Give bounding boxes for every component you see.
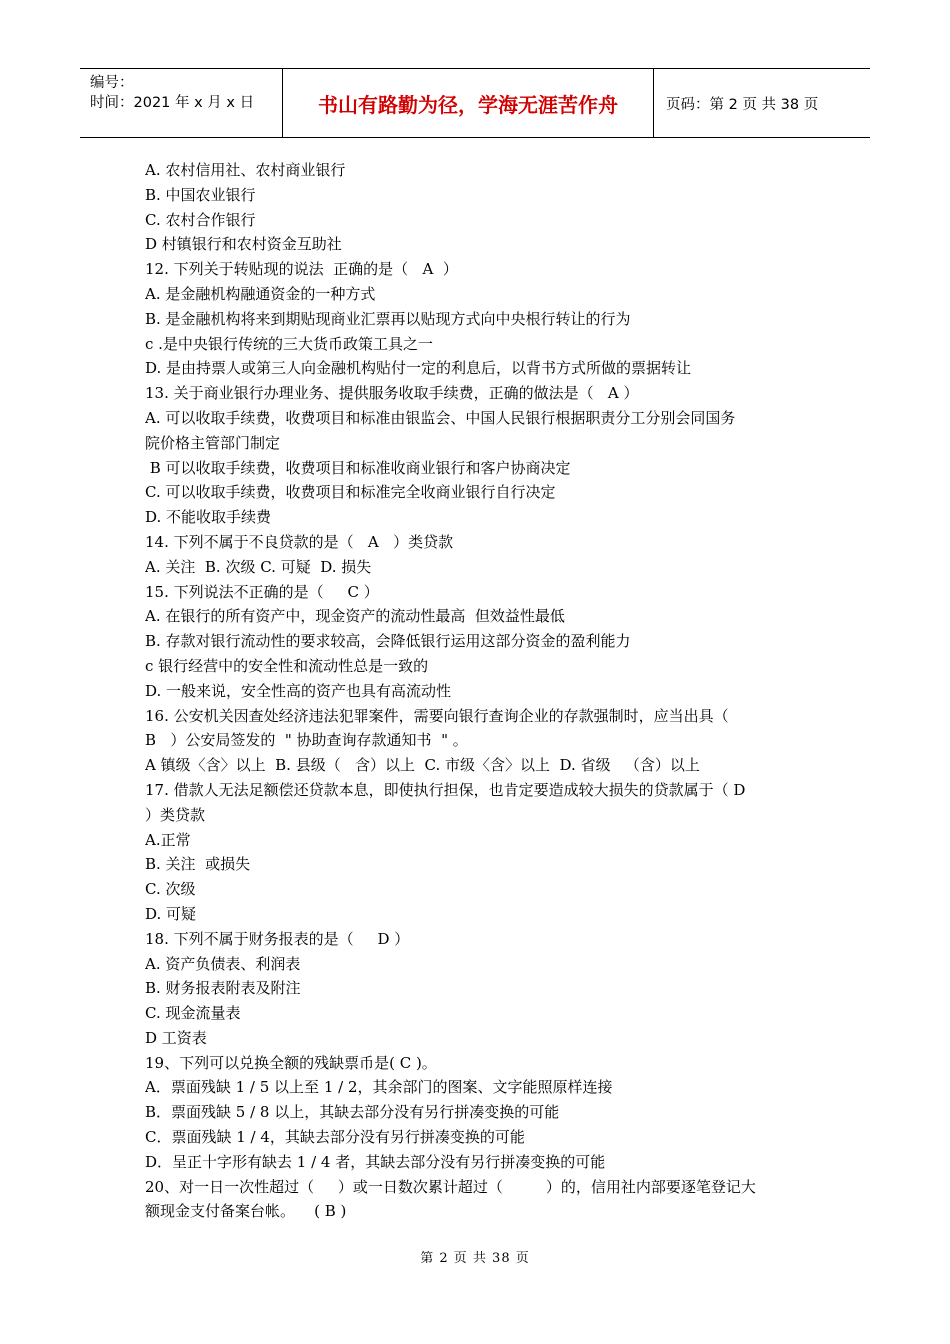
text-line: C. 农村合作银行 <box>145 210 256 229</box>
text-line: 18. 下列不属于财务报表的是（ D ） <box>145 929 410 948</box>
text-line: ）类贷款 <box>145 805 206 824</box>
page-header <box>80 68 870 138</box>
text-line: D．呈正十字形有缺去 1 / 4 者，其缺去部分没有另行拼凑变换的可能 <box>145 1152 606 1171</box>
document-body <box>145 158 810 1224</box>
text-line: D. 不能收取手续费 <box>145 508 272 527</box>
text-line: B．票面残缺 5 / 8 以上，其缺去部分没有另行拼凑变换的可能 <box>145 1103 560 1122</box>
header-motto: 书山有路勤为径，学海无涯苦作舟 <box>282 69 654 137</box>
text-line: c 银行经营中的安全性和流动性总是一致的 <box>145 656 429 675</box>
text-line: 15. 下列说法不正确的是（ C ） <box>145 582 379 601</box>
text-line: A. 可以收取手续费，收费项目和标准由银监会、中国人民银行根据职责分工分别会同国务 <box>145 408 736 427</box>
text-line: A．票面残缺 1 / 5 以上至 1 / 2，其余部门的图案、文字能照原样连接 <box>145 1078 613 1097</box>
text-line: B 可以收取手续费，收费项目和标准收商业银行和客户协商决定 <box>145 458 571 477</box>
text-line: 16. 公安机关因查处经济违法犯罪案件，需要向银行查询企业的存款强制时，应当出具（ <box>145 706 729 725</box>
text-line: B. 是金融机构将来到期贴现商业汇票再以贴现方式向中央根行转让的行为 <box>145 309 631 328</box>
text-line: A. 资产负债表、利润表 <box>145 954 301 973</box>
text-line: 17. 借款人无法足额偿还贷款本息，即使执行担保，也肯定要造成较大损失的贷款属于（ D <box>145 780 746 799</box>
text-line: A. 农村信用社、农村商业银行 <box>145 161 346 179</box>
text-line: C. 现金流量表 <box>145 1004 241 1023</box>
header-page-number: 页码：第 2 页 共 38 页 <box>666 96 819 113</box>
text-line: A.正常 <box>145 830 191 849</box>
document-date-label: 时间：2021 年 x 月 x 日 <box>90 95 255 111</box>
text-line: 额现金支付备案台帐。 ( B ) <box>145 1202 347 1221</box>
text-line: C. 可以收取手续费，收费项目和标准完全收商业银行自行决定 <box>145 483 556 502</box>
page-footer: 第 2 页 共 38 页 <box>420 1251 530 1266</box>
text-line: B. 中国农业银行 <box>145 185 256 204</box>
text-line: D 村镇银行和农村资金互助社 <box>145 235 342 254</box>
text-line: 19、下列可以兑换全额的残缺票币是( C )。 <box>145 1053 437 1072</box>
text-line: D 工资表 <box>145 1028 207 1047</box>
text-line: 14. 下列不属于不良贷款的是（ A ）类贷款 <box>145 532 454 551</box>
text-line: A. 是金融机构融通资金的一种方式 <box>145 284 376 303</box>
document-number-label: 编号： <box>90 75 134 91</box>
text-line: D. 可疑 <box>145 904 197 923</box>
text-line: D. 是由持票人或第三人向金融机构贴付一定的利息后，以背书方式所做的票据转让 <box>145 359 692 378</box>
text-line: A 镇级〈含〉以上 B. 县级（ 含）以上 C. 市级〈含〉以上 D. 省级 （含）以上 <box>145 756 700 775</box>
text-line: B. 财务报表附表及附注 <box>145 979 301 998</box>
text-line: C．票面残缺 1 / 4，其缺去部分没有另行拼凑变换的可能 <box>145 1128 525 1147</box>
text-line: C. 次级 <box>145 880 196 899</box>
text-line: B ）公安局签发的 " 协助查询存款通知书 " 。 <box>145 731 468 750</box>
text-line: 20、对一日一次性超过（ ）或一日数次累计超过（ ）的，信用社内部要逐笔登记大 <box>145 1177 756 1196</box>
text-line: 13. 关于商业银行办理业务、提供服务收取手续费，正确的做法是（ A ） <box>145 384 639 403</box>
text-line: B. 关注 或损失 <box>145 855 251 874</box>
text-line: B. 存款对银行流动性的要求较高，会降低银行运用这部分资金的盈利能力 <box>145 632 631 651</box>
text-line: c .是中央银行传统的三大货币政策工具之一 <box>145 334 433 353</box>
text-line: 12. 下列关于转贴现的说法 正确的是（ A ） <box>145 260 458 279</box>
header-meta <box>80 69 282 137</box>
text-line: A. 在银行的所有资产中，现金资产的流动性最高 但效益性最低 <box>145 607 565 626</box>
text-line: A. 关注 B. 次级 C. 可疑 D. 损失 <box>145 557 372 576</box>
text-line: D. 一般来说，安全性高的资产也具有高流动性 <box>145 681 452 700</box>
text-line: 院价格主管部门制定 <box>145 433 281 452</box>
